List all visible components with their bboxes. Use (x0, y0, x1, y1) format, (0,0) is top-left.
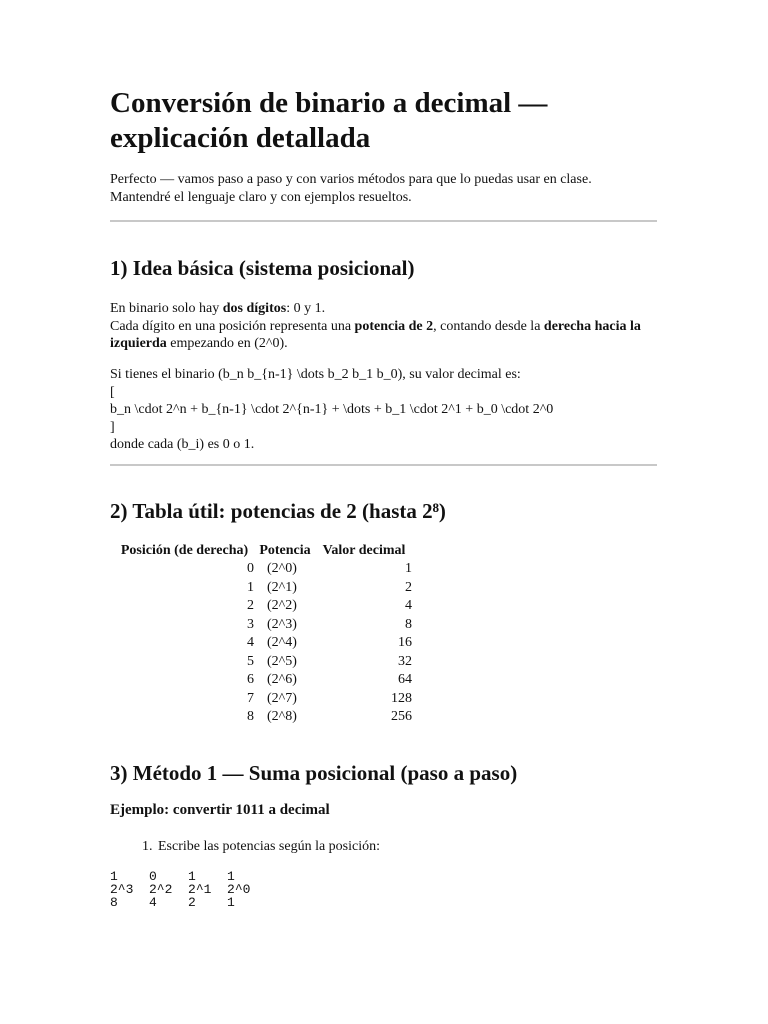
section-1-body (110, 300, 658, 353)
formula-close-bracket: ] (110, 419, 115, 435)
steps-list (110, 838, 380, 855)
table-cell: 2 (247, 598, 254, 614)
table-cell: 8 (247, 709, 254, 725)
section-2-heading: 2) Tabla útil: potencias de 2 (hasta 2⁸) (110, 499, 446, 523)
table-cell: 128 (391, 690, 412, 706)
column-header: Potencia (259, 542, 311, 558)
intro-paragraph (110, 171, 658, 206)
table-cell: 4 (247, 635, 254, 651)
table-cell: 3 (247, 616, 254, 632)
table-cell: 6 (247, 672, 254, 688)
page-title: Conversión de binario a decimal — explicación detallada (110, 87, 548, 154)
table-row (114, 671, 413, 690)
section-1-heading: 1) Idea básica (sistema posicional) (110, 256, 415, 280)
table-cell: 256 (391, 709, 412, 725)
formula-intro: Si tienes el binario (b_n b_{n-1} \dots b_2 b_1 b_0), su valor decimal es: (110, 367, 521, 382)
formula-note: donde cada (b_i) es 0 o 1. (110, 437, 255, 452)
table-cell: 2 (405, 579, 412, 595)
example-heading: Ejemplo: convertir 1011 a decimal (110, 802, 330, 818)
column-header: Posición (de derecha) (120, 542, 249, 558)
position-sentence: Cada dígito en una posición representa una potencia de 2, contando desde la derecha hacia la izquierda empezando en (2^0). (110, 318, 641, 351)
table-cell: (2^8) (267, 709, 297, 725)
table-row (114, 634, 413, 653)
column-header: Valor decimal (322, 542, 406, 558)
list-item: 1. Escribe las potencias según la posición: (156, 838, 380, 855)
table-cell: 7 (247, 690, 254, 706)
table-cell: 32 (398, 653, 412, 669)
table-row (114, 579, 413, 598)
table-cell: 16 (398, 635, 412, 651)
table-cell: 64 (398, 672, 412, 688)
table-row (114, 560, 413, 579)
table-row (114, 597, 413, 616)
code-line: 2^3 2^2 2^1 2^0 (110, 882, 251, 897)
table-row (114, 616, 413, 635)
table-row (114, 653, 413, 672)
table-cell: (2^6) (267, 672, 297, 688)
code-line: 1 0 1 1 (110, 869, 235, 884)
formula-paragraph (110, 366, 658, 454)
table-cell: (2^0) (267, 561, 297, 577)
section-divider (110, 220, 657, 222)
intro-line-1: Perfecto — vamos paso a paso y con varios métodos para que lo puedas usar en clase. (110, 172, 592, 187)
table-cell: 1 (247, 579, 254, 595)
bold-derecha-izquierda: derecha hacia la izquierda (110, 318, 641, 351)
table-cell: (2^2) (267, 598, 297, 614)
table-cell: 5 (247, 653, 254, 669)
table-cell: (2^4) (267, 635, 297, 651)
table-cell: (2^7) (267, 690, 297, 706)
digits-sentence: En binario solo hay dos dígitos: 0 y 1. (110, 301, 326, 316)
code-block (110, 870, 250, 909)
table-cell: 4 (405, 598, 412, 614)
table-cell: 0 (247, 561, 254, 577)
intro-line-2: Mantendré el lenguaje claro y con ejemplos resueltos. (110, 189, 412, 205)
table-cell: (2^3) (267, 616, 297, 632)
table-cell: (2^5) (267, 653, 297, 669)
table-header-row (114, 541, 413, 560)
powers-of-two-table (114, 541, 413, 727)
table-row (114, 690, 413, 709)
code-line: 8 4 2 1 (110, 895, 235, 910)
bold-dos-digitos: dos dígitos (222, 301, 287, 316)
formula-expression: b_n \cdot 2^n + b_{n-1} \cdot 2^{n-1} + \dots + b_1 \cdot 2^1 + b_0 \cdot 2^0 (110, 402, 554, 417)
section-3-heading: 3) Método 1 — Suma posicional (paso a paso) (110, 761, 518, 785)
section-divider (110, 464, 657, 466)
formula-open-bracket: [ (110, 384, 115, 400)
table-row (114, 708, 413, 727)
table-cell: (2^1) (267, 579, 297, 595)
table-cell: 8 (405, 616, 412, 632)
bold-potencia-de-2: potencia de 2 (354, 318, 434, 334)
table-cell: 1 (405, 561, 412, 577)
